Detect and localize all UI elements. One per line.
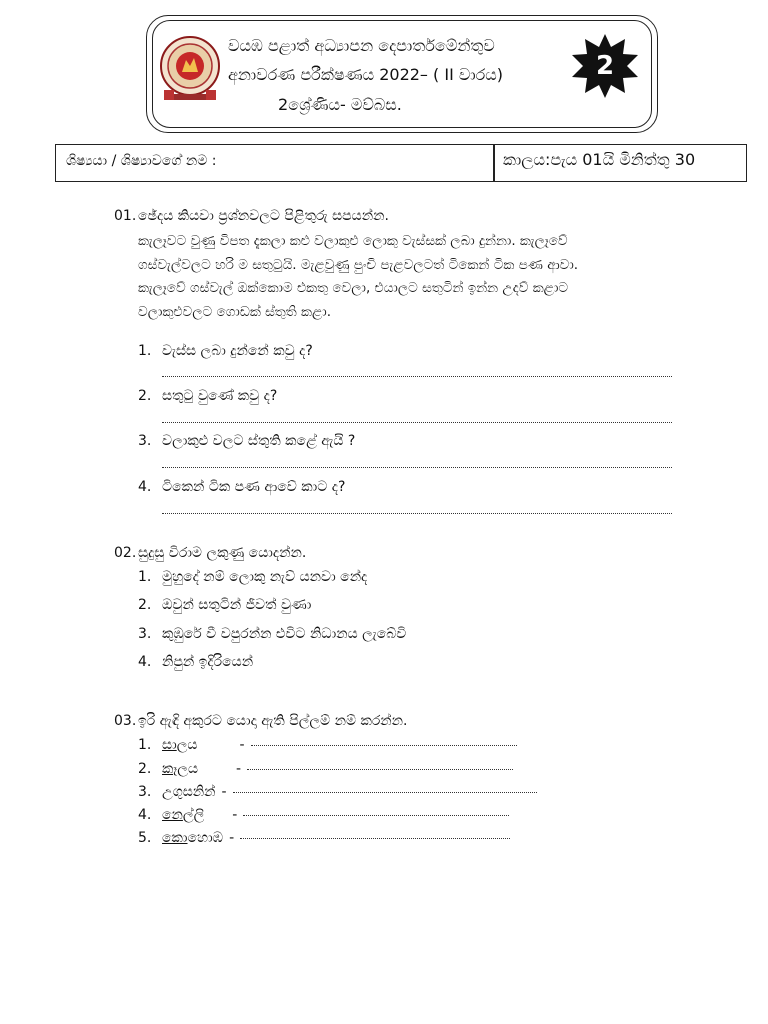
item-text: කුඹුරේ වී වපුරන්න එවිට නිධානය ලැබේවි bbox=[162, 626, 407, 642]
item-word: ගුසනින් bbox=[172, 784, 216, 800]
item-word: හොඹ bbox=[187, 830, 224, 846]
q2-item-4 bbox=[138, 654, 253, 670]
q2-number: 02. bbox=[114, 545, 137, 561]
q1-question-2 bbox=[138, 388, 277, 404]
q2-item-3 bbox=[138, 626, 406, 642]
item-number: 3. bbox=[138, 784, 152, 800]
q1-answer-line-3[interactable] bbox=[162, 467, 672, 468]
passage-line: ගස්වැල්වලට හරි ම සතුටුයි. මැළවුණු පුංචි පැළවලටත් ටිකෙන් ටික පණ ආවා. bbox=[138, 256, 579, 273]
q3-item-3 bbox=[138, 784, 537, 800]
item-text: වැස්ස ලබා දුන්නේ කවු ද? bbox=[162, 343, 313, 359]
passage-line: වලාකුළුවලට ගොඩක් ස්තුති කළා. bbox=[138, 303, 332, 320]
q1-title: ඡේදය කියවා ප්‍රශ්නවලට පිළිතුරු සපයන්න. bbox=[138, 208, 389, 224]
q2-item-2 bbox=[138, 597, 311, 613]
item-word: ලය bbox=[177, 761, 199, 777]
q3-answer-line-5[interactable] bbox=[240, 837, 510, 839]
q3-item-1 bbox=[138, 737, 517, 753]
item-number: 2. bbox=[138, 388, 152, 404]
item-dash: - bbox=[236, 761, 242, 777]
item-dash: - bbox=[239, 737, 245, 753]
passage-line: කැලෑවේ ගස්වැල් ඔක්කොම එකතු වෙලා, එයාලට සතුටින් ඉන්න උදව් කළාට bbox=[138, 280, 569, 296]
item-number: 1. bbox=[138, 737, 152, 753]
q1-question-3 bbox=[138, 433, 355, 449]
item-number: 4. bbox=[138, 479, 152, 495]
item-text: ටිකෙන් ටික පණ ආවේ කාට ද? bbox=[162, 479, 346, 495]
item-number: 1. bbox=[138, 343, 152, 359]
item-number: 4. bbox=[138, 654, 152, 670]
provincial-emblem-icon bbox=[158, 34, 222, 104]
item-number: 5. bbox=[138, 830, 152, 846]
grade-badge-number: 2 bbox=[595, 51, 615, 81]
q1-answer-line-2[interactable] bbox=[162, 422, 672, 423]
header-exam-title: අනාවරණ පරීක්ෂණය 2022– ( II වාරය) bbox=[228, 65, 504, 84]
item-dash: - bbox=[221, 784, 227, 800]
header-department: වයඹ පළාත් අධ්‍යාපන දෙපාර්තමේන්තුව bbox=[228, 36, 495, 55]
item-number: 4. bbox=[138, 807, 152, 823]
underlined-letter: කෑ bbox=[162, 761, 178, 777]
item-text: මුහුදේ නම් ලොකු නැව් යනවා නේද bbox=[162, 569, 368, 585]
time-allowed-label: කාලය:පැය 01යි මිනිත්තු 30 bbox=[503, 150, 696, 169]
q1-question-4 bbox=[138, 479, 345, 495]
info-divider bbox=[493, 144, 495, 182]
q3-number: 03. bbox=[114, 713, 137, 729]
q2-item-1 bbox=[138, 569, 367, 585]
q1-number: 01. bbox=[114, 208, 137, 224]
q3-item-5 bbox=[138, 830, 510, 846]
student-name-label: ශිෂ්‍යයා / ශිෂ්‍යාවගේ නම : bbox=[66, 153, 217, 169]
item-text: ඔවුන් සතුටින් ජීවත් වුණා bbox=[162, 597, 312, 613]
item-text: සතුටු වුණේ කවු ද? bbox=[162, 388, 278, 404]
q1-question-1 bbox=[138, 343, 313, 359]
q3-answer-line-3[interactable] bbox=[233, 791, 537, 793]
q3-answer-line-4[interactable] bbox=[243, 814, 509, 816]
q3-answer-line-1[interactable] bbox=[251, 744, 517, 746]
item-word: ල්ලි bbox=[182, 807, 205, 823]
q3-item-4 bbox=[138, 807, 509, 823]
q3-title: ඉරි ඇඳි අකුරට යොදා ඇති පිල්ලම් නම් කරන්න. bbox=[138, 713, 408, 729]
item-number: 2. bbox=[138, 761, 152, 777]
q1-answer-line-1[interactable] bbox=[162, 376, 672, 377]
item-number: 2. bbox=[138, 597, 152, 613]
item-dash: - bbox=[232, 807, 238, 823]
item-word: ලය bbox=[176, 737, 198, 753]
q1-answer-line-4[interactable] bbox=[162, 513, 672, 514]
q3-answer-line-2[interactable] bbox=[247, 768, 513, 770]
underlined-letter: සා bbox=[162, 737, 177, 753]
item-number: 3. bbox=[138, 433, 152, 449]
underlined-letter: නෙ bbox=[162, 807, 183, 823]
item-text: වලාකුළු වලට ස්තුති කළේ ඇයි ? bbox=[162, 433, 356, 449]
passage-line: කැලෑවට වුණු විපත දැකලා කළු වලාකුළු ලොකු වැස්සක් ලබා දුන්නා. කැලෑවේ bbox=[138, 233, 568, 249]
item-number: 1. bbox=[138, 569, 152, 585]
q3-item-2 bbox=[138, 761, 513, 777]
item-number: 3. bbox=[138, 626, 152, 642]
underlined-letter: කො bbox=[162, 830, 188, 846]
q1-passage bbox=[138, 230, 678, 324]
q2-title: සුදුසු විරාම ලකුණු යොදන්න. bbox=[138, 545, 307, 561]
underlined-letter: උ bbox=[162, 784, 173, 800]
item-text: නිපුන් ඉදිරියෙන් bbox=[162, 654, 254, 670]
header-grade-subject: 2ශ්‍රේණිය- මව්බස. bbox=[278, 95, 402, 114]
item-dash: - bbox=[229, 830, 235, 846]
